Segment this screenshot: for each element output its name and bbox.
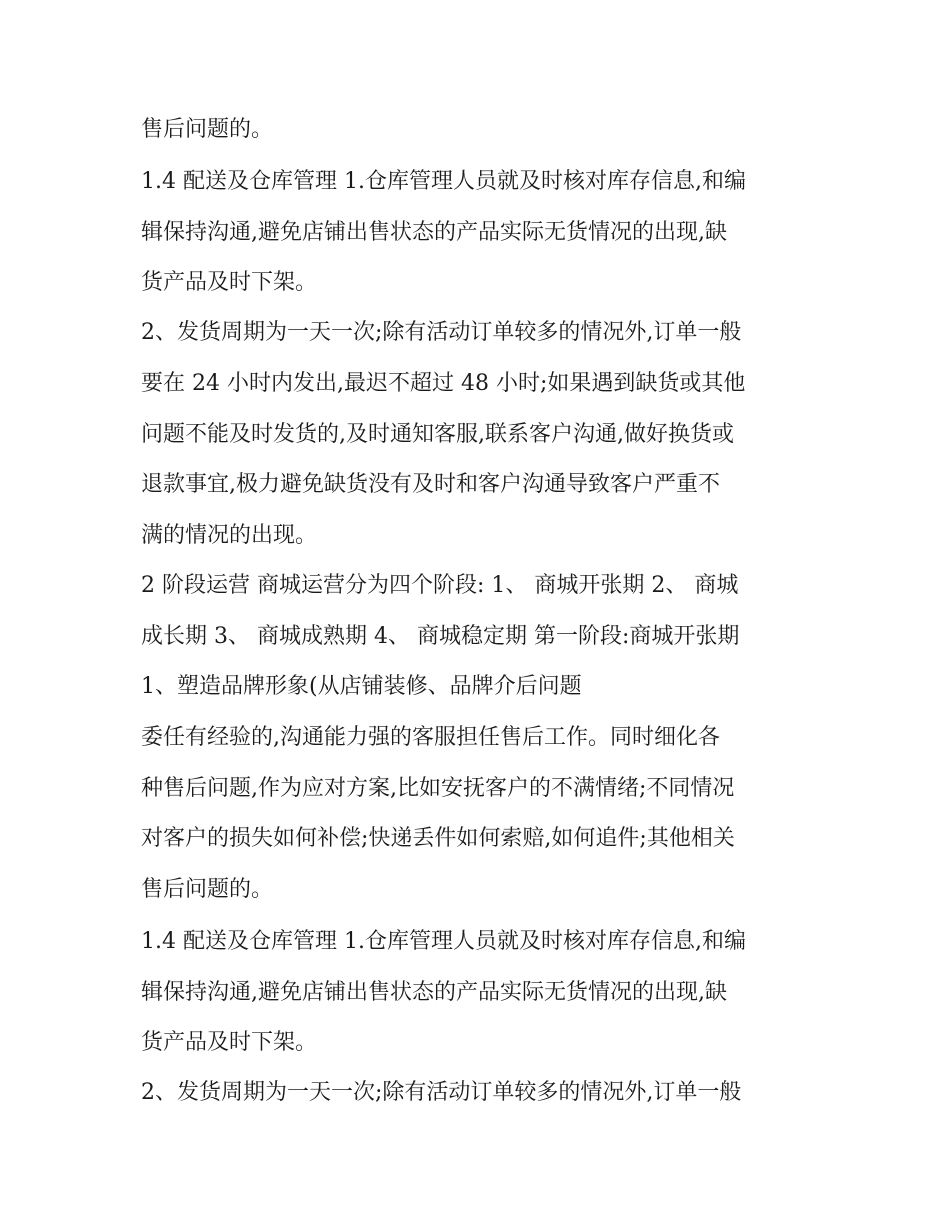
text-line: 1.4 配送及仓库管理 1.仓库管理人员就及时核对库存信息,和编 [141, 929, 746, 954]
text-line: 售后问题的。 [141, 117, 274, 142]
text-line: 售后问题的。 [141, 877, 274, 902]
text-line: 满的情况的出现。 [141, 523, 318, 548]
text-line: 问题不能及时发货的,及时通知客服,联系客户沟通,做好换货或 [141, 422, 734, 447]
text-line: 要在 24 小时内发出,最迟不超过 48 小时;如果遇到缺货或其他 [141, 371, 746, 396]
text-line: 退款事宜,极力避免缺货没有及时和客户沟通导致客户严重不 [141, 472, 720, 497]
text-line: 成长期 3、 商城成熟期 4、 商城稳定期 第一阶段:商城开张期 [141, 624, 740, 649]
text-line: 2、发货周期为一天一次;除有活动订单较多的情况外,订单一般 [141, 1080, 742, 1105]
text-line: 2 阶段运营 商城运营分为四个阶段: 1、 商城开张期 2、 商城 [141, 573, 739, 598]
text-line: 1、塑造品牌形象(从店铺装修、品牌介后问题 [141, 674, 582, 699]
text-line: 货产品及时下架。 [141, 1030, 318, 1055]
text-line: 1.4 配送及仓库管理 1.仓库管理人员就及时核对库存信息,和编 [141, 169, 746, 194]
text-line: 货产品及时下架。 [141, 270, 318, 295]
text-line: 辑保持沟通,避免店铺出售状态的产品实际无货情况的出现,缺 [141, 980, 727, 1005]
text-line: 对客户的损失如何补偿;快递丢件如何索赔,如何追件;其他相关 [141, 826, 735, 851]
text-line: 2、发货周期为一天一次;除有活动订单较多的情况外,订单一般 [141, 320, 742, 345]
text-line: 辑保持沟通,避免店铺出售状态的产品实际无货情况的出现,缺 [141, 220, 727, 245]
text-line: 种售后问题,作为应对方案,比如安抚客户的不满情绪;不同情况 [141, 776, 735, 801]
text-line: 委任有经验的,沟通能力强的客服担任售后工作。同时细化各 [141, 725, 720, 750]
